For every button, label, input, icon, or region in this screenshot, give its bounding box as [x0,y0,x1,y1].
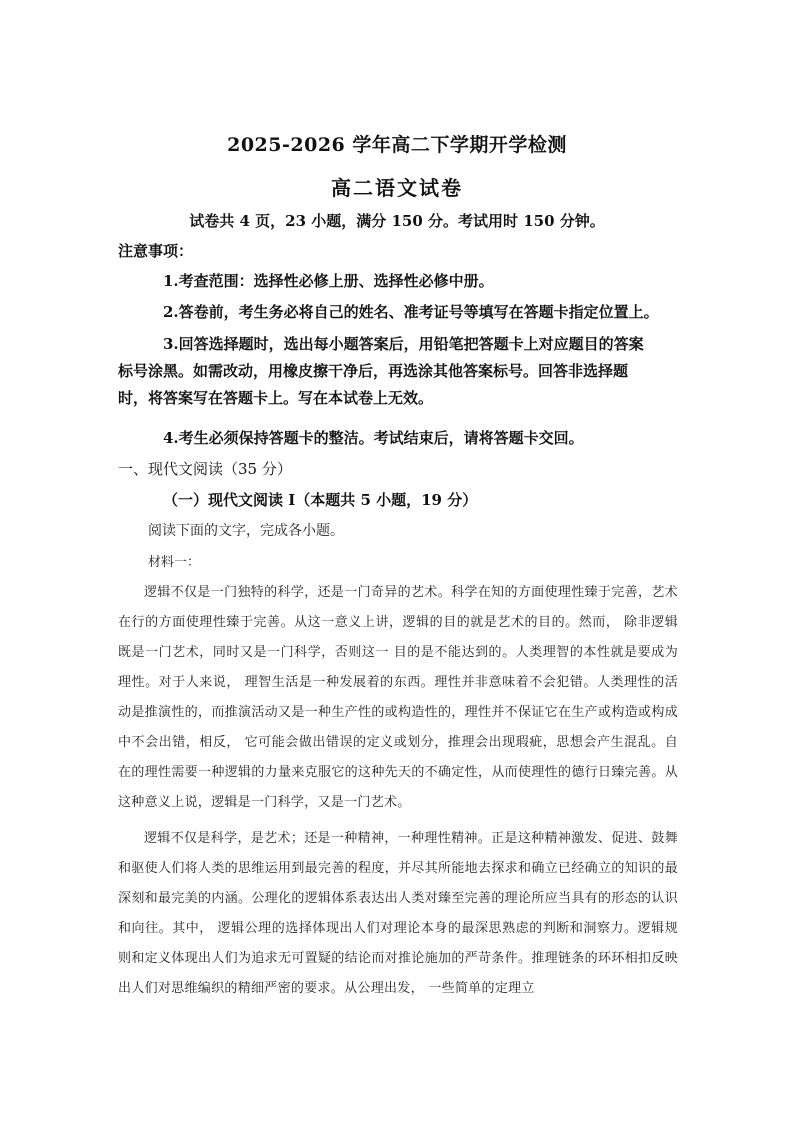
passage-paragraph-1: 逻辑不仅是一门独特的科学，还是一门奇异的艺术。科学在知的方面使理性臻于完善，艺术在行的方面使理性臻于完善。从这一意义上讲，逻辑的目的就是艺术的目的。然而， 除非逻辑既是一门艺术，同时又是一门科学，否则这一 目的是不能达到的。人类理智的本性就是要成为理性。对于人来说， 理智生活是一种发展着的东西。理性并非意味着不会犯错。人类理性的活动是推演性的，而推演活动又是一种生产性的或构造性的，理性并不保证它在生产或构造或构成中不会出错，相反， 它可能会做出错误的定义或划分，推理会出现瑕疵，思想会产生混乱。自在的理性需要一种逻辑的力量来克服它的这种先天的不确定性，从而使理性的德行日臻完善。从这种意义上说，逻辑是一门科学，又是一门艺术。 [118,585,678,810]
notice-item-2: 2.答卷前，考生务必将自己的姓名、准考证号等填写在答题卡指定位置上。 [163,303,659,321]
notice-item-3-line-1: 3.回答选择题时，选出每小题答案后，用铅笔把答题卡上对应题目的答案 [163,335,644,353]
material-label: 材料一： [148,555,201,570]
passage-paragraph-2: 逻辑不仅是科学，是艺术；还是一种精神，一种理性精神。正是这种精神激发、促进、鼓舞和驱使人们将人类的思维运用到最完善的程度，并尽其所能地去探求和确立已经确立的知识的最深刻和最完美的内涵。公理化的逻辑体系表达出人类对臻至完善的理论所应当具有的形态的认识和向往。其中， 逻辑公理的选择体现出人们对理论本身的最深思熟虑的判断和洞察力。逻辑规则和定义体现出人们为追求无可置疑的结论而对推论施加的严苛条件。推理链条的环环相扣反映出人们对思维编织的精细严密的要求。从公理出发， 一些简单的定理立 [118,831,678,996]
notice-item-4: 4.考生必须保持答题卡的整洁。考试结束后，请将答题卡交回。 [163,429,584,447]
exam-title: 2025-2026 学年高二下学期开学检测 [227,134,567,156]
notice-item-3-line-3: 时，将答案写在答题卡上。写在本试卷上无效。 [118,389,434,407]
notice-heading: 注意事项： [118,242,194,260]
passage [118,578,678,1004]
section-subheading: （一）现代文阅读 I（本题共 5 小题，19 分） [163,491,478,509]
exam-meta: 试卷共 4 页，23 小题，满分 150 分。考试用时 150 分钟。 [189,212,605,230]
notice-item-1: 1.考查范围：选择性必修上册、选择性必修中册。 [163,272,494,290]
section-heading: 一、现代文阅读（35 分） [118,460,292,478]
reading-instruction: 阅读下面的文字，完成各小题。 [148,523,344,539]
notice-item-3-line-2: 标号涂黑。如需改动，用橡皮擦干净后，再选涂其他答案标号。回答非选择题 [118,362,629,380]
paper-subtitle: 高二语文试卷 [331,176,463,200]
